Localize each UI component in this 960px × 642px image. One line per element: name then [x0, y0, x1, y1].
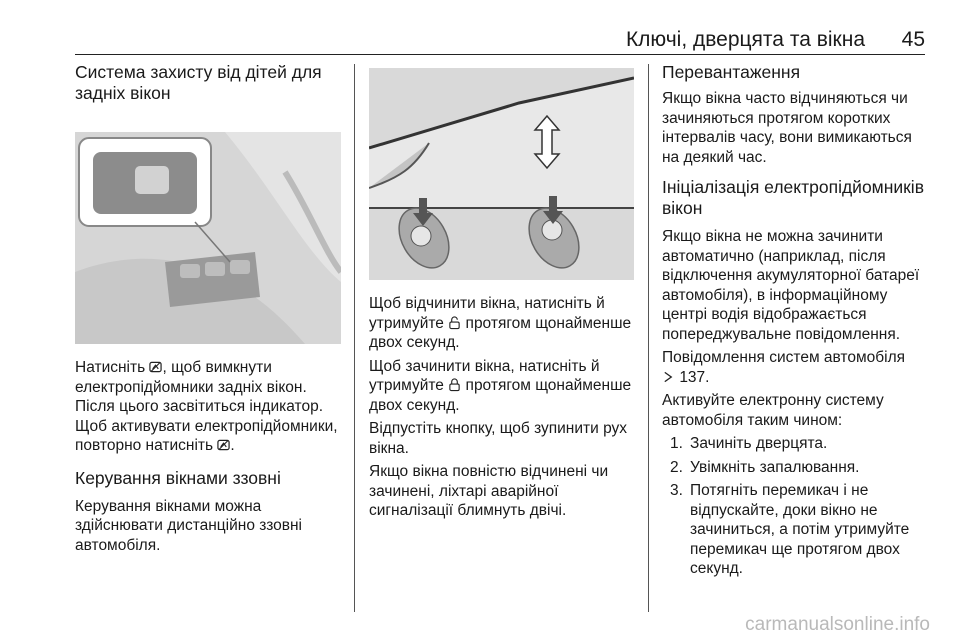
- column-1: [75, 62, 343, 559]
- page-reference: 137.: [679, 368, 710, 386]
- page-reference-icon: [662, 370, 675, 384]
- door-switch-illustration: [75, 132, 341, 344]
- list-item: [662, 458, 932, 478]
- open-windows-duration: протягом щонайменше двох секунд.: [369, 314, 632, 351]
- column-divider: [648, 64, 649, 612]
- initialization-text: Якщо вікна не можна зачинити автоматично (наприклад, після відключення акумуляторної батареї автомобіля), в інформаційному центрі водія відображається попереджувальне повідомлення.: [662, 228, 920, 343]
- page-header-title: Ключі, дверцята та вікна: [625, 28, 865, 51]
- remote-windows-text: Керування вікнами можна здійснювати дистанційно ззовні автомобіля.: [75, 497, 302, 554]
- step-text: Зачиніть дверцята.: [690, 435, 828, 452]
- close-windows-text: Щоб зачинити вікна, натисніть й утримуйте: [369, 357, 600, 394]
- close-windows-duration: протягом щонайменше двох секунд.: [369, 377, 632, 414]
- window-key-illustration: [369, 68, 634, 280]
- list-item: [662, 434, 932, 454]
- release-button-text: Відпустіть кнопку, щоб зупинити рух вікна.: [369, 420, 628, 457]
- section-heading-initialization: Ініціалізація електропідйомників вікон: [662, 177, 924, 218]
- section-heading-child-lock: Система захисту від дітей для задніх вікон: [75, 62, 322, 103]
- section-heading-remote-windows: Керування вікнами ззовні: [75, 467, 281, 488]
- child-lock-icon: [217, 438, 230, 452]
- list-item: [662, 481, 932, 579]
- steps-list: [662, 434, 932, 579]
- column-3: [662, 62, 932, 583]
- page-header: [75, 28, 925, 55]
- open-windows-text: Щоб відчинити вікна, натисніть й утримуйте: [369, 295, 605, 332]
- hazard-lights-text: Якщо вікна повністю відчинені чи зачинені, ліхтарі аварійної сигналізації блимнуть двічі.: [369, 463, 609, 519]
- page-number: 45: [901, 28, 925, 51]
- column-divider: [354, 64, 355, 612]
- step-text: Потягніть перемикач і не відпускайте, доки вікно не зачиниться, а потім утримуйте перемикач ще протягом двох секунд.: [690, 482, 910, 577]
- step-text: Увімкніть запалювання.: [690, 458, 860, 476]
- lock-key-icon: [448, 378, 461, 392]
- watermark: carmanualsonline.info: [745, 614, 930, 635]
- overload-text: Якщо вікна часто відчиняються чи зачиняються протягом коротких інтервалів часу, вони вимикаються на деякий час.: [662, 90, 912, 166]
- step-number: 1.: [670, 435, 683, 452]
- section-heading-overload: Перевантаження: [662, 62, 801, 82]
- step-number: 3.: [670, 482, 683, 499]
- column-2: [369, 62, 634, 525]
- child-lock-icon: [149, 360, 162, 374]
- text-period: .: [230, 437, 235, 454]
- step-number: 2.: [670, 458, 683, 476]
- child-lock-text: , щоб вимкнути електропідйомники задніх вікон. Після цього засвітиться індикатор. Щоб активувати електропідйомники, повторно натисніть: [75, 359, 338, 454]
- activate-system-text: Активуйте електронну систему автомобіля таким чином:: [662, 392, 884, 429]
- vehicle-messages-text: Повідомлення систем автомобіля: [662, 349, 906, 366]
- unlock-key-icon: [448, 316, 461, 330]
- text-press: Натисніть: [75, 359, 146, 376]
